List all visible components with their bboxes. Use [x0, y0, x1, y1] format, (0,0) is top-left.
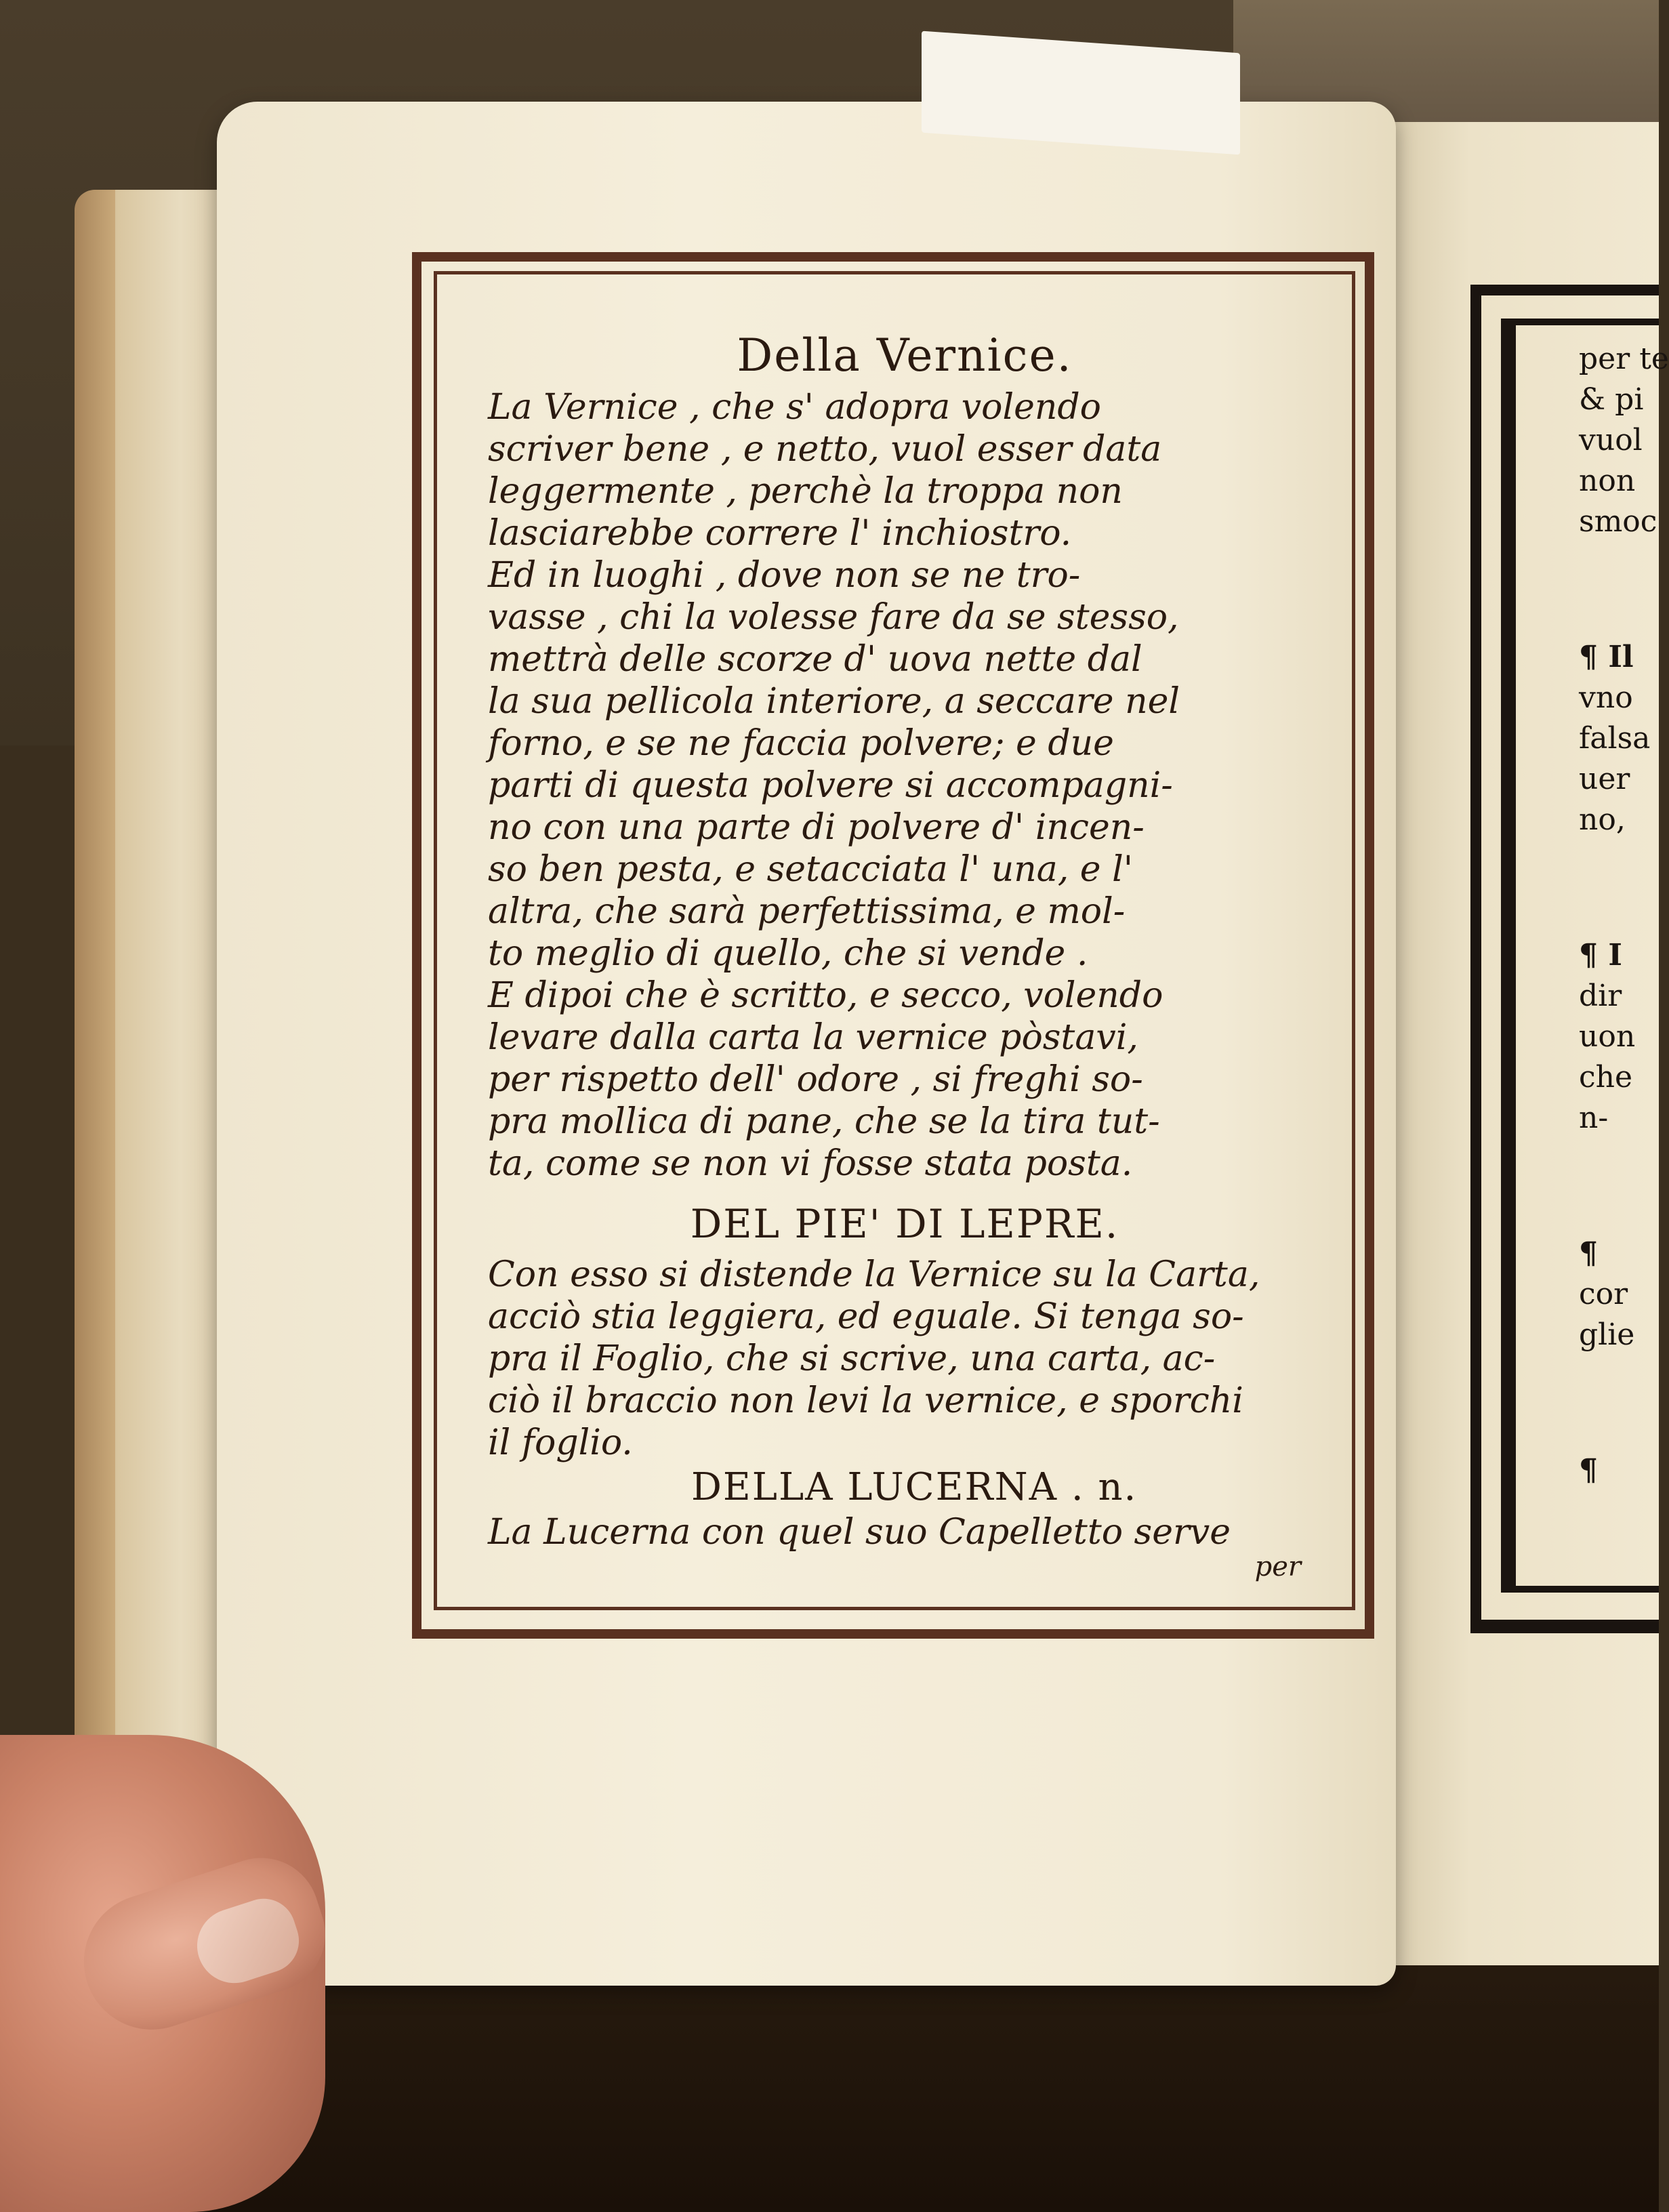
- text-line: so ben pesta, e setacciata l' una, e l': [488, 849, 1133, 890]
- text-line: altra, che sarà perfettissima, e mol-: [488, 891, 1126, 932]
- text-line: lasciarebbe correre l' inchiostro.: [488, 513, 1072, 554]
- catchword: per: [1254, 1551, 1301, 1582]
- paragraph-lucerna: [488, 1511, 1321, 1553]
- facing-page-text: [1579, 339, 1669, 1491]
- text-line: ciò il braccio non levi la vernice, e sporchi: [488, 1380, 1243, 1421]
- facing-line: dir: [1579, 979, 1622, 1013]
- text-line: mettrà delle scorze d' uova nette dal: [488, 639, 1142, 680]
- facing-line: uon: [1579, 1019, 1636, 1054]
- heading-del-pie-di-lepre: DEL PIE' DI LEPRE.: [690, 1201, 1119, 1247]
- text-line: scriver bene , e netto, vuol esser data: [488, 429, 1162, 470]
- facing-line: per te: [1579, 342, 1669, 376]
- facing-line: falsa: [1579, 721, 1651, 756]
- text-line: Con esso si distende la Vernice su la Carta,: [488, 1254, 1260, 1295]
- facing-line: smoc: [1579, 504, 1657, 539]
- text-line: acciò stia leggiera, ed eguale. Si tenga so-: [488, 1296, 1244, 1337]
- heading-della-vernice: Della Vernice.: [737, 329, 1073, 382]
- text-line: leggermente , perchè la troppa non: [488, 471, 1123, 512]
- paragraph-pie-di-lepre: [488, 1254, 1321, 1464]
- paragraph-vernice: [488, 386, 1321, 1185]
- facing-line: glie: [1579, 1317, 1635, 1352]
- text-line: to meglio di quello, che si vende .: [488, 933, 1088, 974]
- text-line: La Lucerna con quel suo Capelletto serve: [488, 1512, 1231, 1553]
- facing-line: non: [1579, 464, 1636, 498]
- facing-line: cor: [1579, 1277, 1628, 1311]
- text-line: il foglio.: [488, 1422, 633, 1463]
- facing-line: & pi: [1579, 382, 1644, 417]
- text-line: parti di questa polvere si accompagni-: [488, 765, 1173, 806]
- text-line: La Vernice , che s' adopra volendo: [488, 387, 1101, 428]
- text-line: pra il Foglio, che si scrive, una carta, ac-: [488, 1338, 1216, 1379]
- facing-line: vno: [1579, 680, 1633, 715]
- heading-della-lucerna: DELLA LUCERNA . n.: [691, 1465, 1138, 1509]
- facing-line: ¶ I: [1579, 938, 1622, 972]
- facing-line: ¶: [1579, 1236, 1598, 1271]
- text-line: la sua pellicola interiore, a seccare nel: [488, 681, 1180, 722]
- book-spine-edge: [75, 190, 115, 1986]
- facing-line: che: [1579, 1060, 1633, 1094]
- facing-line: ¶ Il: [1579, 640, 1634, 674]
- text-line: no con una parte di polvere d' incen-: [488, 807, 1145, 848]
- text-line: vasse , chi la volesse fare da se stesso,: [488, 597, 1179, 638]
- facing-line: n-: [1579, 1101, 1609, 1135]
- facing-line: ¶: [1579, 1453, 1598, 1488]
- facing-line: no,: [1579, 802, 1626, 837]
- page-text-block: [488, 325, 1321, 1586]
- text-line: forno, e se ne faccia polvere; e due: [488, 723, 1114, 764]
- text-line: Ed in luoghi , dove non se ne tro-: [488, 555, 1081, 596]
- text-line: E dipoi che è scritto, e secco, volendo: [488, 975, 1163, 1016]
- text-line: levare dalla carta la vernice pòstavi,: [488, 1017, 1138, 1058]
- text-line: pra mollica di pane, che se la tira tut-: [488, 1101, 1160, 1142]
- text-line: per rispetto dell' odore , si freghi so-: [488, 1059, 1143, 1100]
- facing-line: uer: [1579, 762, 1630, 796]
- facing-line: vuol: [1579, 423, 1643, 457]
- text-line: ta, come se non vi fosse stata posta.: [488, 1143, 1133, 1184]
